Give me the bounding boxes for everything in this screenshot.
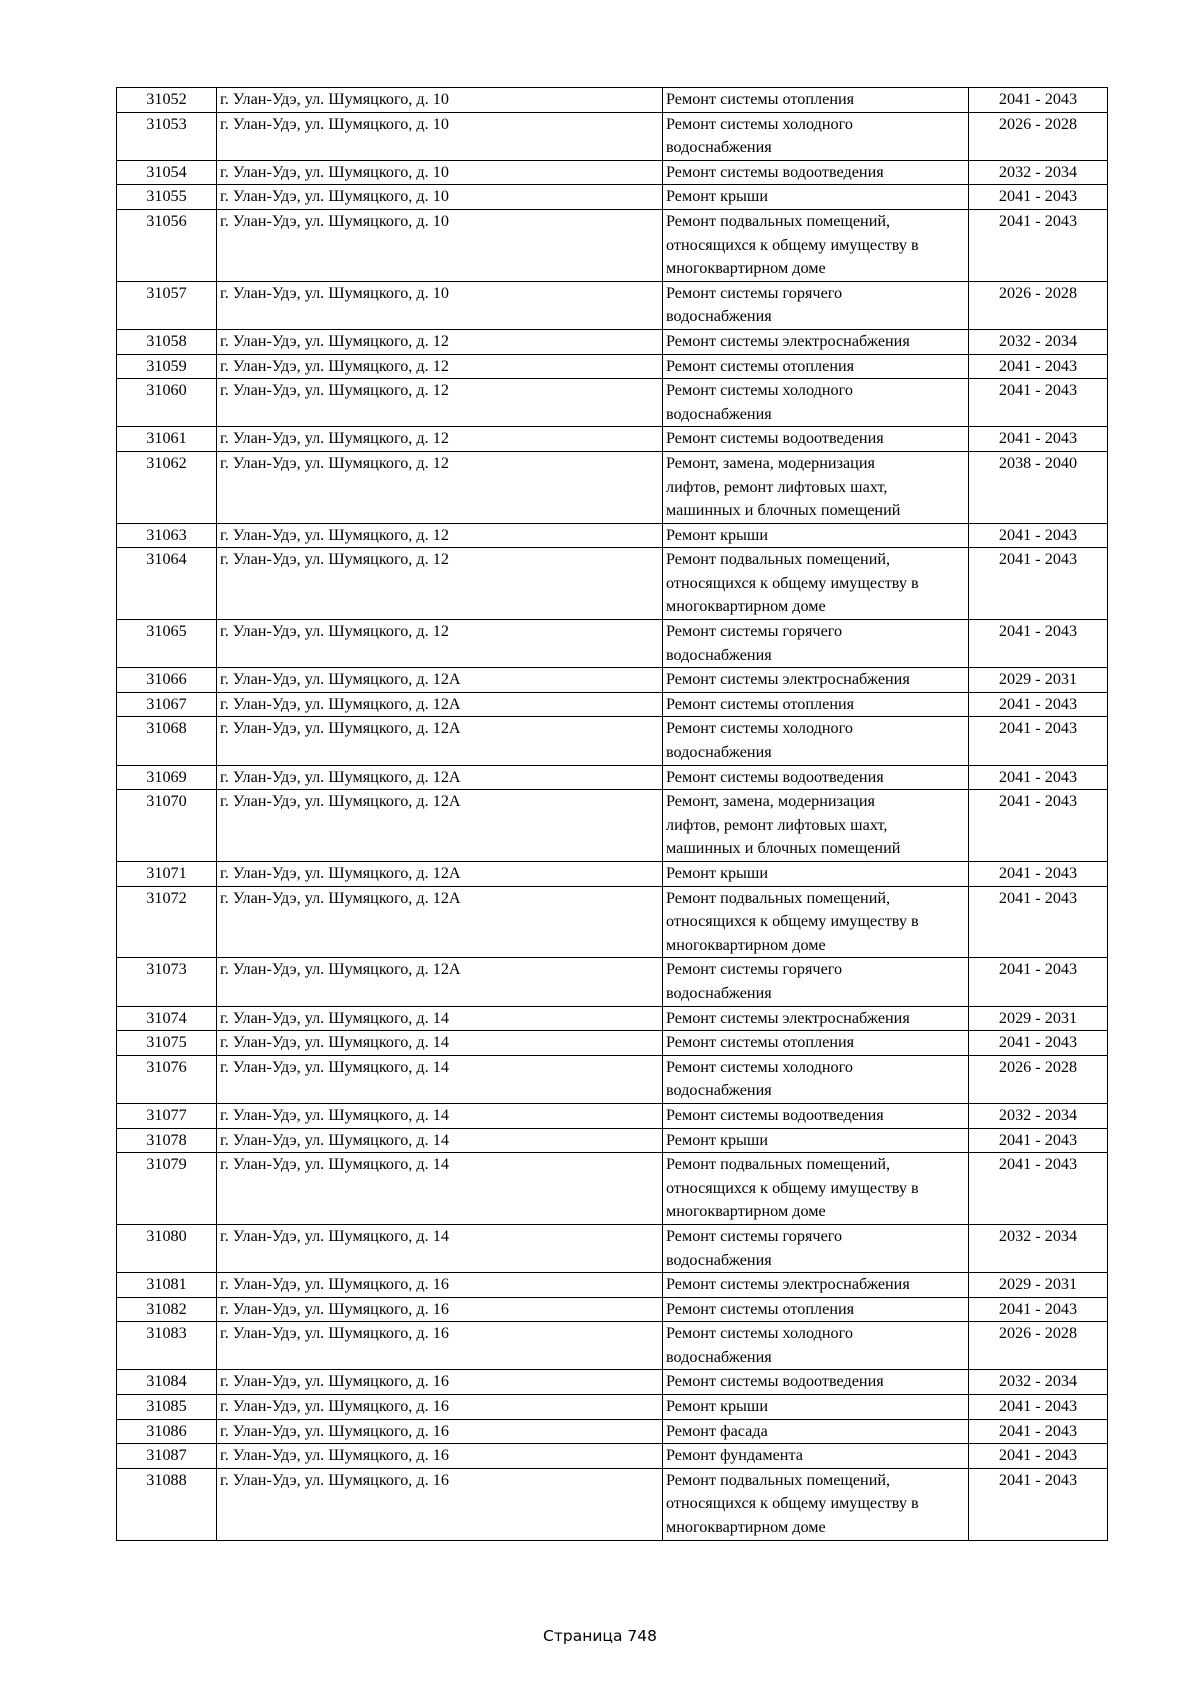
row-number-cell: 31086 (117, 1419, 217, 1444)
work-type-cell: Ремонт подвальных помещений, относящихся к общему имуществу в многоквартирном доме (663, 1153, 969, 1225)
address-cell: г. Улан-Удэ, ул. Шумяцкого, д. 12 (217, 379, 663, 427)
address-cell: г. Улан-Удэ, ул. Шумяцкого, д. 16 (217, 1444, 663, 1469)
address-cell: г. Улан-Удэ, ул. Шумяцкого, д. 10 (217, 160, 663, 185)
address-cell: г. Улан-Удэ, ул. Шумяцкого, д. 14 (217, 1224, 663, 1272)
period-cell: 2041 - 2043 (969, 1395, 1108, 1420)
work-type-cell: Ремонт системы холодного водоснабжения (663, 1055, 969, 1103)
table-row (117, 1273, 1108, 1298)
period-cell: 2026 - 2028 (969, 1322, 1108, 1370)
row-number-cell: 31060 (117, 379, 217, 427)
period-cell: 2041 - 2043 (969, 427, 1108, 452)
row-number-cell: 31073 (117, 958, 217, 1006)
table-row (117, 692, 1108, 717)
address-cell: г. Улан-Удэ, ул. Шумяцкого, д. 16 (217, 1468, 663, 1540)
address-cell: г. Улан-Удэ, ул. Шумяцкого, д. 12 (217, 427, 663, 452)
table-row (117, 1224, 1108, 1272)
address-cell: г. Улан-Удэ, ул. Шумяцкого, д. 12 (217, 354, 663, 379)
row-number-cell: 31053 (117, 112, 217, 160)
row-number-cell: 31088 (117, 1468, 217, 1540)
period-cell: 2032 - 2034 (969, 329, 1108, 354)
table-row (117, 1419, 1108, 1444)
table-row (117, 1103, 1108, 1128)
period-cell: 2041 - 2043 (969, 717, 1108, 765)
period-cell: 2041 - 2043 (969, 1297, 1108, 1322)
row-number-cell: 31054 (117, 160, 217, 185)
period-cell: 2038 - 2040 (969, 451, 1108, 523)
work-type-cell: Ремонт системы электроснабжения (663, 1006, 969, 1031)
table-row (117, 1055, 1108, 1103)
table-row (117, 1395, 1108, 1420)
work-type-cell: Ремонт системы электроснабжения (663, 329, 969, 354)
row-number-cell: 31075 (117, 1031, 217, 1056)
work-type-cell: Ремонт системы электроснабжения (663, 668, 969, 693)
work-type-cell: Ремонт крыши (663, 523, 969, 548)
work-type-cell: Ремонт системы отопления (663, 692, 969, 717)
work-type-cell: Ремонт фасада (663, 1419, 969, 1444)
table-row (117, 354, 1108, 379)
address-cell: г. Улан-Удэ, ул. Шумяцкого, д. 12 (217, 329, 663, 354)
row-number-cell: 31062 (117, 451, 217, 523)
work-type-cell: Ремонт фундамента (663, 1444, 969, 1469)
address-cell: г. Улан-Удэ, ул. Шумяцкого, д. 16 (217, 1419, 663, 1444)
period-cell: 2029 - 2031 (969, 1273, 1108, 1298)
table-row (117, 1370, 1108, 1395)
table-row (117, 1006, 1108, 1031)
work-type-cell: Ремонт крыши (663, 1128, 969, 1153)
work-type-cell: Ремонт подвальных помещений, относящихся к общему имуществу в многоквартирном доме (663, 1468, 969, 1540)
table-row (117, 209, 1108, 281)
table-row (117, 427, 1108, 452)
table-row (117, 548, 1108, 620)
period-cell: 2032 - 2034 (969, 160, 1108, 185)
address-cell: г. Улан-Удэ, ул. Шумяцкого, д. 12 (217, 523, 663, 548)
work-type-cell: Ремонт системы отопления (663, 1031, 969, 1056)
address-cell: г. Улан-Удэ, ул. Шумяцкого, д. 12А (217, 958, 663, 1006)
table-row (117, 379, 1108, 427)
row-number-cell: 31069 (117, 765, 217, 790)
work-type-cell: Ремонт крыши (663, 185, 969, 210)
address-cell: г. Улан-Удэ, ул. Шумяцкого, д. 12 (217, 620, 663, 668)
row-number-cell: 31063 (117, 523, 217, 548)
table-row (117, 185, 1108, 210)
row-number-cell: 31064 (117, 548, 217, 620)
address-cell: г. Улан-Удэ, ул. Шумяцкого, д. 14 (217, 1153, 663, 1225)
address-cell: г. Улан-Удэ, ул. Шумяцкого, д. 12А (217, 765, 663, 790)
address-cell: г. Улан-Удэ, ул. Шумяцкого, д. 10 (217, 112, 663, 160)
table-row (117, 1031, 1108, 1056)
address-cell: г. Улан-Удэ, ул. Шумяцкого, д. 10 (217, 185, 663, 210)
row-number-cell: 31070 (117, 790, 217, 862)
page-number: Страница 748 (543, 1627, 657, 1645)
address-cell: г. Улан-Удэ, ул. Шумяцкого, д. 12 (217, 451, 663, 523)
row-number-cell: 31055 (117, 185, 217, 210)
row-number-cell: 31059 (117, 354, 217, 379)
period-cell: 2041 - 2043 (969, 790, 1108, 862)
row-number-cell: 31074 (117, 1006, 217, 1031)
work-type-cell: Ремонт системы водоотведения (663, 765, 969, 790)
work-type-cell: Ремонт системы холодного водоснабжения (663, 379, 969, 427)
address-cell: г. Улан-Удэ, ул. Шумяцкого, д. 14 (217, 1031, 663, 1056)
address-cell: г. Улан-Удэ, ул. Шумяцкого, д. 12А (217, 717, 663, 765)
table-body (117, 88, 1108, 1541)
period-cell: 2041 - 2043 (969, 1468, 1108, 1540)
address-cell: г. Улан-Удэ, ул. Шумяцкого, д. 12А (217, 862, 663, 887)
work-type-cell: Ремонт, замена, модернизация лифтов, ремонт лифтовых шахт, машинных и блочных помещений (663, 451, 969, 523)
address-cell: г. Улан-Удэ, ул. Шумяцкого, д. 16 (217, 1370, 663, 1395)
work-type-cell: Ремонт системы холодного водоснабжения (663, 717, 969, 765)
work-type-cell: Ремонт крыши (663, 862, 969, 887)
table-row (117, 451, 1108, 523)
row-number-cell: 31078 (117, 1128, 217, 1153)
row-number-cell: 31057 (117, 281, 217, 329)
table-row (117, 1297, 1108, 1322)
period-cell: 2026 - 2028 (969, 281, 1108, 329)
period-cell: 2041 - 2043 (969, 209, 1108, 281)
table-row (117, 88, 1108, 113)
address-cell: г. Улан-Удэ, ул. Шумяцкого, д. 12А (217, 692, 663, 717)
work-type-cell: Ремонт системы отопления (663, 88, 969, 113)
period-cell: 2041 - 2043 (969, 354, 1108, 379)
address-cell: г. Улан-Удэ, ул. Шумяцкого, д. 12А (217, 790, 663, 862)
row-number-cell: 31076 (117, 1055, 217, 1103)
work-type-cell: Ремонт подвальных помещений, относящихся к общему имуществу в многоквартирном доме (663, 886, 969, 958)
work-type-cell: Ремонт, замена, модернизация лифтов, ремонт лифтовых шахт, машинных и блочных помещений (663, 790, 969, 862)
table-row (117, 160, 1108, 185)
table-row (117, 765, 1108, 790)
period-cell: 2041 - 2043 (969, 620, 1108, 668)
table-row (117, 958, 1108, 1006)
work-type-cell: Ремонт системы холодного водоснабжения (663, 112, 969, 160)
address-cell: г. Улан-Удэ, ул. Шумяцкого, д. 16 (217, 1395, 663, 1420)
period-cell: 2041 - 2043 (969, 886, 1108, 958)
work-type-cell: Ремонт системы горячего водоснабжения (663, 620, 969, 668)
row-number-cell: 31066 (117, 668, 217, 693)
row-number-cell: 31084 (117, 1370, 217, 1395)
period-cell: 2041 - 2043 (969, 1419, 1108, 1444)
address-cell: г. Улан-Удэ, ул. Шумяцкого, д. 10 (217, 281, 663, 329)
address-cell: г. Улан-Удэ, ул. Шумяцкого, д. 12А (217, 668, 663, 693)
row-number-cell: 31071 (117, 862, 217, 887)
period-cell: 2026 - 2028 (969, 1055, 1108, 1103)
period-cell: 2041 - 2043 (969, 692, 1108, 717)
address-cell: г. Улан-Удэ, ул. Шумяцкого, д. 16 (217, 1322, 663, 1370)
row-number-cell: 31081 (117, 1273, 217, 1298)
period-cell: 2041 - 2043 (969, 862, 1108, 887)
period-cell: 2041 - 2043 (969, 1128, 1108, 1153)
work-type-cell: Ремонт системы водоотведения (663, 427, 969, 452)
work-type-cell: Ремонт системы отопления (663, 354, 969, 379)
address-cell: г. Улан-Удэ, ул. Шумяцкого, д. 16 (217, 1273, 663, 1298)
period-cell: 2032 - 2034 (969, 1224, 1108, 1272)
table-row (117, 523, 1108, 548)
work-type-cell: Ремонт системы электроснабжения (663, 1273, 969, 1298)
table-row (117, 112, 1108, 160)
period-cell: 2029 - 2031 (969, 668, 1108, 693)
row-number-cell: 31087 (117, 1444, 217, 1469)
work-type-cell: Ремонт системы отопления (663, 1297, 969, 1322)
address-cell: г. Улан-Удэ, ул. Шумяцкого, д. 16 (217, 1297, 663, 1322)
work-type-cell: Ремонт системы холодного водоснабжения (663, 1322, 969, 1370)
row-number-cell: 31080 (117, 1224, 217, 1272)
table-row (117, 1468, 1108, 1540)
address-cell: г. Улан-Удэ, ул. Шумяцкого, д. 10 (217, 209, 663, 281)
table-row (117, 1322, 1108, 1370)
work-type-cell: Ремонт крыши (663, 1395, 969, 1420)
work-type-cell: Ремонт подвальных помещений, относящихся к общему имуществу в многоквартирном доме (663, 209, 969, 281)
table-row (117, 790, 1108, 862)
period-cell: 2041 - 2043 (969, 379, 1108, 427)
table-row (117, 329, 1108, 354)
address-cell: г. Улан-Удэ, ул. Шумяцкого, д. 14 (217, 1006, 663, 1031)
row-number-cell: 31085 (117, 1395, 217, 1420)
row-number-cell: 31058 (117, 329, 217, 354)
period-cell: 2029 - 2031 (969, 1006, 1108, 1031)
table-row (117, 1444, 1108, 1469)
work-type-cell: Ремонт системы горячего водоснабжения (663, 281, 969, 329)
period-cell: 2041 - 2043 (969, 88, 1108, 113)
row-number-cell: 31077 (117, 1103, 217, 1128)
row-number-cell: 31065 (117, 620, 217, 668)
period-cell: 2041 - 2043 (969, 1444, 1108, 1469)
address-cell: г. Улан-Удэ, ул. Шумяцкого, д. 14 (217, 1055, 663, 1103)
row-number-cell: 31068 (117, 717, 217, 765)
address-cell: г. Улан-Удэ, ул. Шумяцкого, д. 12 (217, 548, 663, 620)
period-cell: 2032 - 2034 (969, 1103, 1108, 1128)
work-type-cell: Ремонт системы горячего водоснабжения (663, 1224, 969, 1272)
work-type-cell: Ремонт системы водоотведения (663, 1370, 969, 1395)
period-cell: 2041 - 2043 (969, 185, 1108, 210)
period-cell: 2041 - 2043 (969, 523, 1108, 548)
row-number-cell: 31052 (117, 88, 217, 113)
address-cell: г. Улан-Удэ, ул. Шумяцкого, д. 14 (217, 1103, 663, 1128)
work-type-cell: Ремонт системы водоотведения (663, 1103, 969, 1128)
row-number-cell: 31082 (117, 1297, 217, 1322)
period-cell: 2026 - 2028 (969, 112, 1108, 160)
row-number-cell: 31083 (117, 1322, 217, 1370)
table-row (117, 1153, 1108, 1225)
repair-schedule-table (116, 87, 1108, 1541)
row-number-cell: 31079 (117, 1153, 217, 1225)
address-cell: г. Улан-Удэ, ул. Шумяцкого, д. 10 (217, 88, 663, 113)
period-cell: 2041 - 2043 (969, 1153, 1108, 1225)
table-row (117, 862, 1108, 887)
work-type-cell: Ремонт системы горячего водоснабжения (663, 958, 969, 1006)
row-number-cell: 31061 (117, 427, 217, 452)
table-row (117, 281, 1108, 329)
address-cell: г. Улан-Удэ, ул. Шумяцкого, д. 14 (217, 1128, 663, 1153)
table-row (117, 668, 1108, 693)
table-row (117, 717, 1108, 765)
period-cell: 2041 - 2043 (969, 548, 1108, 620)
address-cell: г. Улан-Удэ, ул. Шумяцкого, д. 12А (217, 886, 663, 958)
period-cell: 2041 - 2043 (969, 958, 1108, 1006)
period-cell: 2032 - 2034 (969, 1370, 1108, 1395)
row-number-cell: 31056 (117, 209, 217, 281)
work-type-cell: Ремонт системы водоотведения (663, 160, 969, 185)
row-number-cell: 31072 (117, 886, 217, 958)
work-type-cell: Ремонт подвальных помещений, относящихся к общему имуществу в многоквартирном доме (663, 548, 969, 620)
table-row (117, 620, 1108, 668)
period-cell: 2041 - 2043 (969, 1031, 1108, 1056)
table-row (117, 1128, 1108, 1153)
table-row (117, 886, 1108, 958)
row-number-cell: 31067 (117, 692, 217, 717)
period-cell: 2041 - 2043 (969, 765, 1108, 790)
